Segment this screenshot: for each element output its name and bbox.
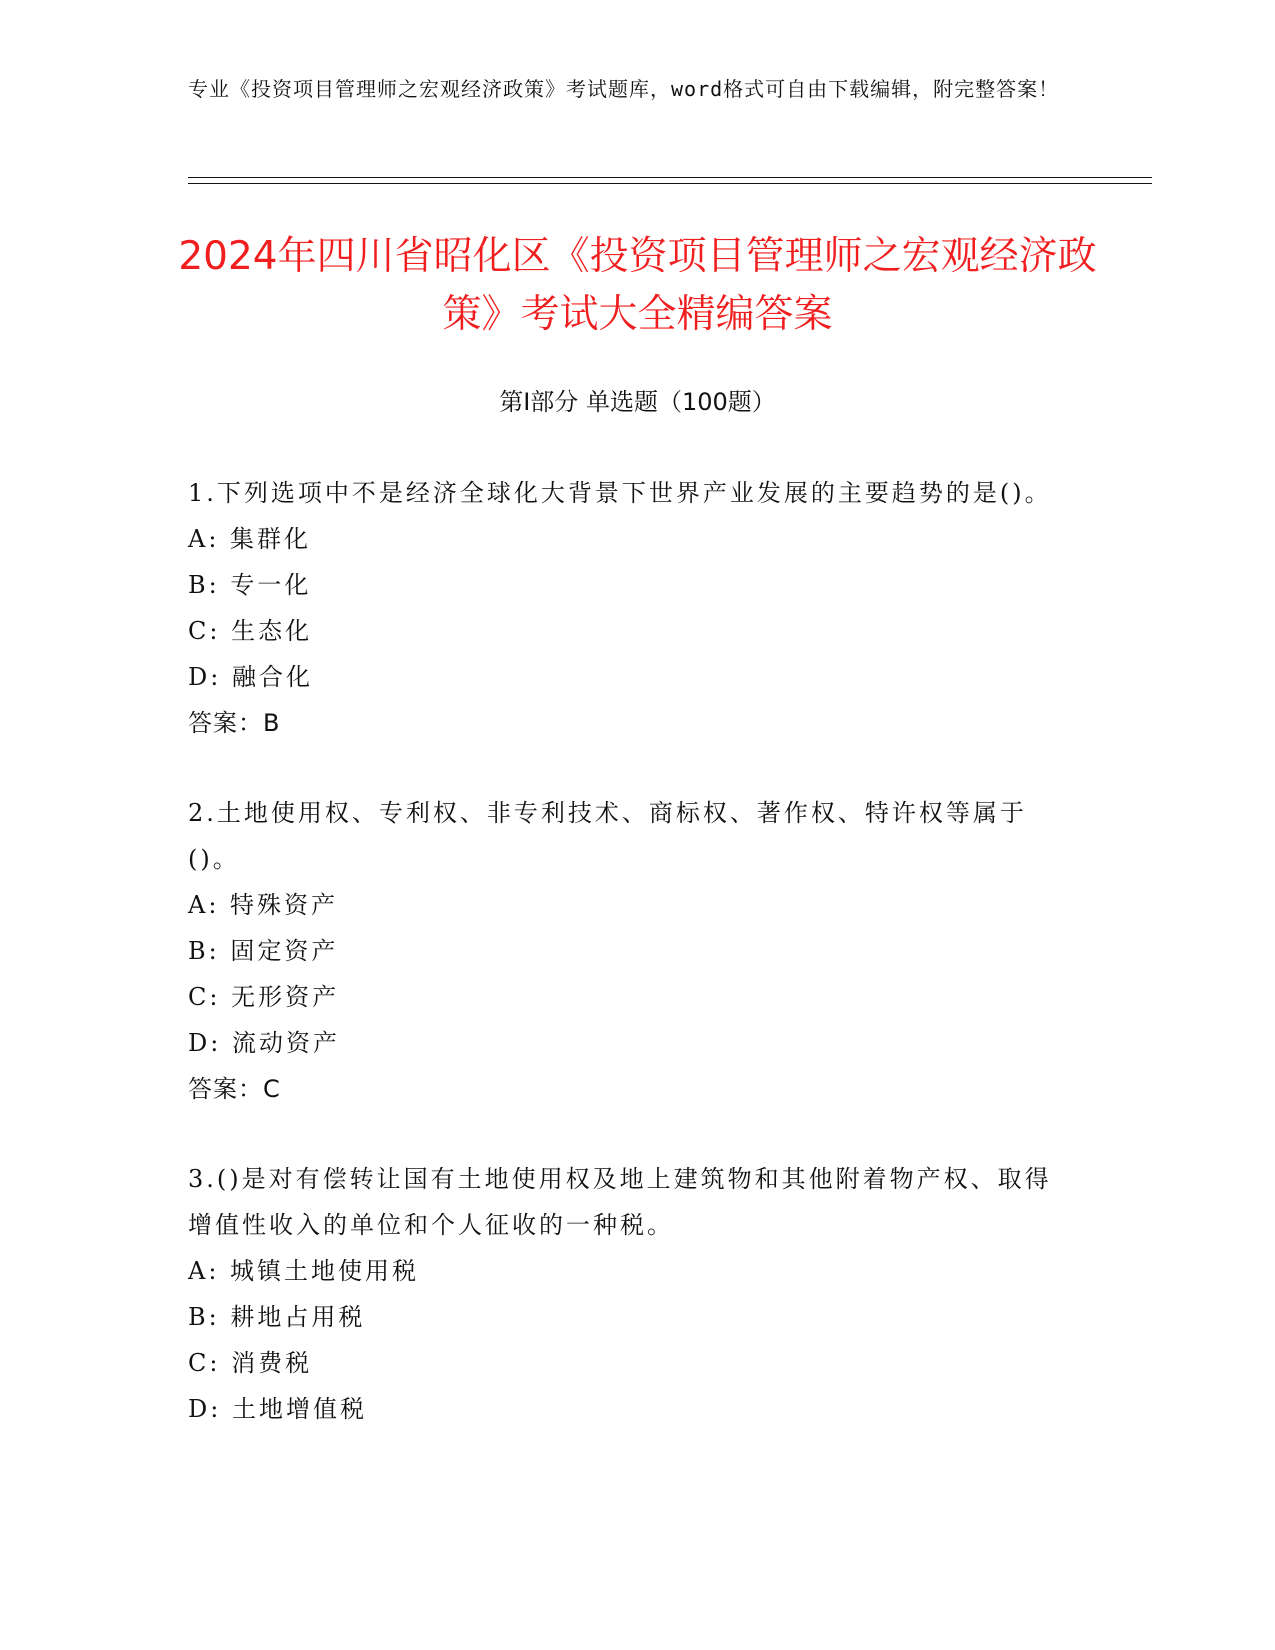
option-d: D: 融合化 — [188, 663, 313, 691]
option-b: B: 耕地占用税 — [188, 1303, 366, 1331]
option-c: C: 生态化 — [188, 617, 313, 645]
question-stem: 1.下列选项中不是经济全球化大背景下世界产业发展的主要趋势的是()。 — [188, 479, 1052, 507]
option-b: B: 固定资产 — [188, 937, 339, 965]
question-stem: 2.土地使用权、专利权、非专利技术、商标权、著作权、特许权等属于()。 — [188, 799, 1027, 873]
question-list — [188, 470, 1068, 1476]
header-note: 专业《投资项目管理师之宏观经济政策》考试题库，word格式可自由下载编辑，附完整答案！ — [188, 77, 1060, 101]
option-a: A: 城镇土地使用税 — [188, 1257, 420, 1285]
document-title: 2024年四川省昭化区《投资项目管理师之宏观经济政策》考试大全精编答案 — [178, 234, 1097, 337]
question-2 — [188, 790, 1068, 1112]
option-b: B: 专一化 — [188, 571, 312, 599]
answer: 答案：C — [188, 1075, 281, 1103]
option-c: C: 无形资产 — [188, 983, 340, 1011]
section-title: 第Ⅰ部分 单选题（100题） — [499, 388, 776, 416]
question-stem: 3.()是对有偿转让国有土地使用权及地上建筑物和其他附着物产权、取得增值性收入的单位和个人征收的一种税。 — [188, 1165, 1052, 1239]
option-d: D: 流动资产 — [188, 1029, 340, 1057]
option-d: D: 土地增值税 — [188, 1395, 367, 1423]
header-divider-bottom — [188, 183, 1152, 184]
question-3 — [188, 1156, 1068, 1432]
question-1 — [188, 470, 1068, 746]
option-a: A: 集群化 — [188, 525, 312, 553]
option-a: A: 特殊资产 — [188, 891, 339, 919]
option-c: C: 消费税 — [188, 1349, 313, 1377]
header-divider-top — [188, 177, 1152, 178]
answer: 答案：B — [188, 709, 281, 737]
